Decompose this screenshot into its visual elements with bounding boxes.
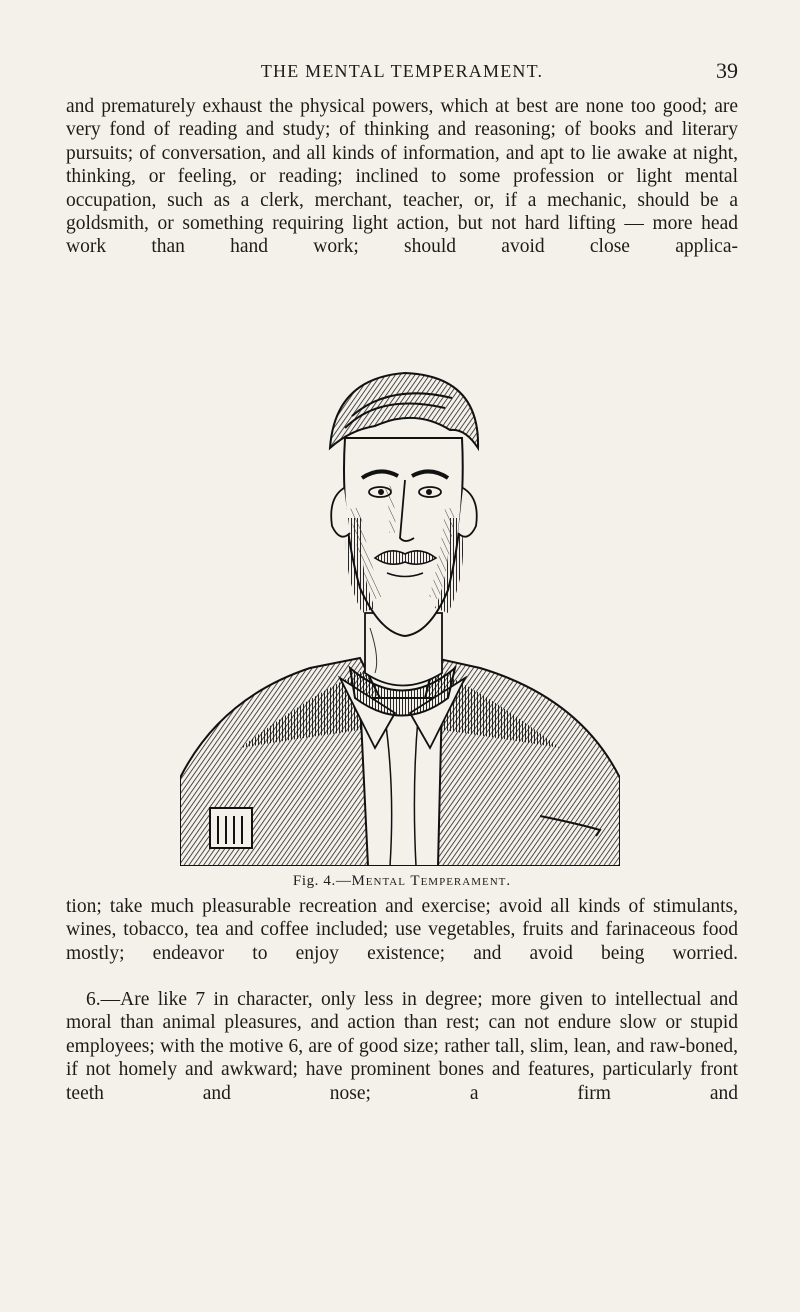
caption-prefix: Fig. 4.— bbox=[292, 873, 352, 889]
page-header bbox=[66, 56, 738, 86]
paragraph-continuation: tion; take much pleasurable recreation and exercise; avoid all kinds of stimulants, wines, tobacco, tea and coffee included; use vegetables, fruits and farinaceous food mostly; endeavor to enjoy existence; and avoid being worried. bbox=[66, 896, 738, 964]
portrait-illustration bbox=[180, 368, 620, 866]
caption-title: Mental Temperament. bbox=[351, 873, 512, 889]
hair bbox=[330, 373, 478, 448]
paragraph-continued: and prematurely exhaust the physical powers, which at best are none too good; are very fond of reading and study; of thinking and reasoning; of books and literary pursuits; of conversation, and all kinds of information, and apt to lie awake at night, thinking, or feeling, or reading; inclined to some profession or light mental occupation, such as a clerk, merchant, teacher, or, if a mechanic, should be a goldsmith, or something requiring light action, but not hard lifting — more head work than hand work; should avoid close applica- bbox=[66, 96, 738, 258]
page-number: 39 bbox=[716, 58, 738, 83]
figure-caption bbox=[66, 872, 738, 890]
portrait-engraving bbox=[180, 368, 620, 866]
paragraph-six: 6.—Are like 7 in character, only less in degree; more given to intellectual and moral than animal pleasures, and action than rest; can not endure slow or stupid employees; with the motive 6, are of good size; rather tall, slim, lean, and raw-boned, if not homely and awkward; have prominent bones and features, particularly front teeth and nose; a firm and bbox=[66, 989, 738, 1104]
running-head: THE MENTAL TEMPERAMENT. bbox=[260, 61, 544, 81]
